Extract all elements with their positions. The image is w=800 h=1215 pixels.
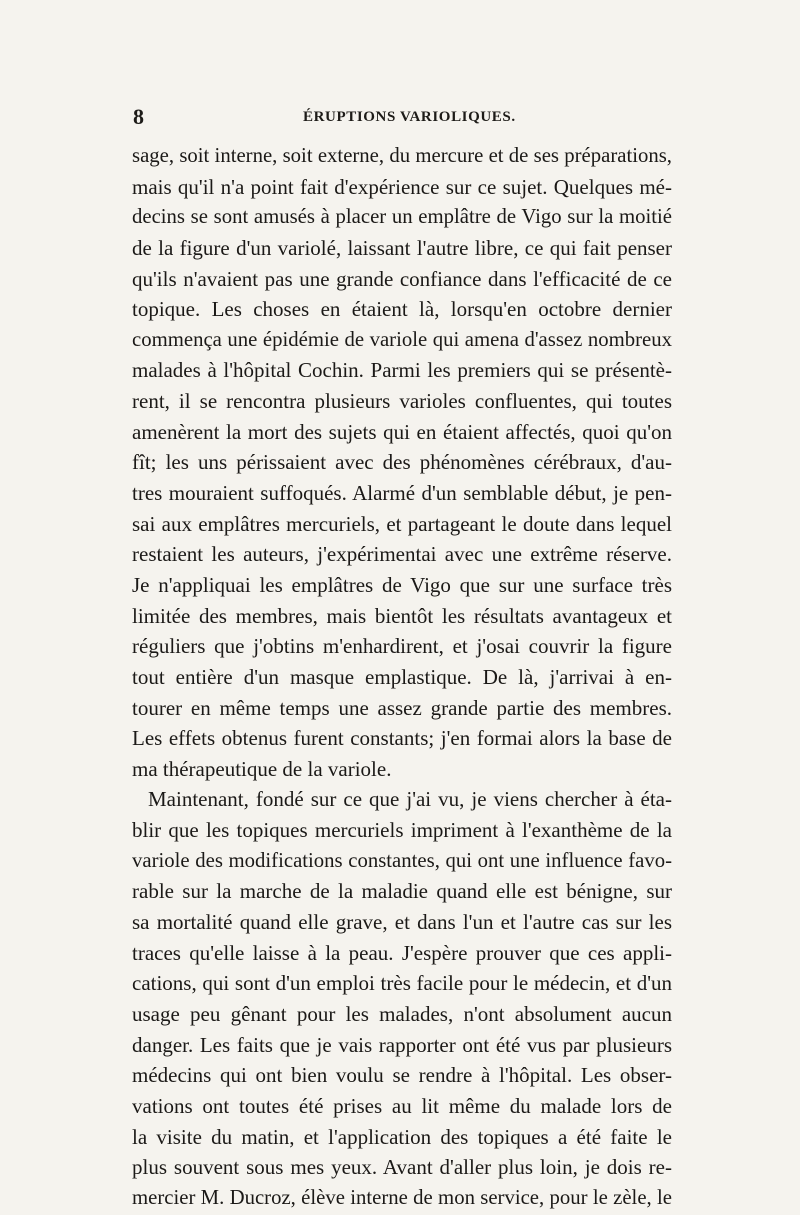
text-line: variole des modifications constantes, qui ont une influence favo-: [132, 849, 672, 872]
page-header: [133, 104, 673, 134]
text-line: vations ont toutes été prises au lit même du malade lors de: [132, 1093, 672, 1118]
text-line: sai aux emplâtres mercuriels, et partageant le doute dans lequel: [132, 511, 672, 536]
text-line: plus souvent sous mes yeux. Avant d'aller plus loin, je dois re-: [132, 1155, 672, 1180]
running-title: ÉRUPTIONS VARIOLIQUES.: [303, 109, 516, 125]
text-line: de la figure d'un variolé, laissant l'autre libre, ce qui fait penser: [132, 235, 672, 260]
text-line: tourer en même temps une assez grande partie des membres.: [132, 695, 672, 720]
text-line: tout entière d'un masque emplastique. De là, j'arrivai à en-: [132, 664, 672, 689]
text-line: sa mortalité quand elle grave, et dans l'un et l'autre cas sur les: [132, 910, 672, 935]
text-line: Je n'appliquai les emplâtres de Vigo que sur une surface très: [132, 572, 672, 597]
text-line: usage peu gênant pour les malades, n'ont absolument aucun: [132, 1001, 672, 1026]
text-line: restaient les auteurs, j'expérimentai avec une extrême réserve.: [132, 542, 672, 567]
text-line: médecins qui ont bien voulu se rendre à l'hôpital. Les obser-: [132, 1063, 672, 1088]
text-line: Maintenant, fondé sur ce que j'ai vu, je viens chercher à éta-: [148, 787, 672, 812]
text-line: mercier M. Ducroz, élève interne de mon service, pour le zèle, le: [132, 1186, 672, 1209]
text-line: la visite du matin, et l'application des topiques a été faite le: [132, 1124, 672, 1149]
paragraph-1: [132, 141, 672, 784]
text-line: Les effets obtenus furent constants; j'en formai alors la base de: [132, 726, 672, 751]
text-line: cations, qui sont d'un emploi très facile pour le médecin, et d'un: [132, 971, 672, 996]
text-line: limitée des membres, mais bientôt les résultats avantageux et: [132, 603, 672, 628]
body-text: [132, 141, 672, 1213]
text-line: malades à l'hôpital Cochin. Parmi les premiers qui se présentè-: [132, 358, 672, 383]
text-line: qu'ils n'avaient pas une grande confiance dans l'efficacité de ce: [132, 266, 672, 291]
text-line: tres mouraient suffoqués. Alarmé d'un semblable début, je pen-: [132, 481, 672, 506]
text-line: sage, soit interne, soit externe, du mercure et de ses préparations,: [132, 145, 672, 167]
text-line: fît; les uns périssaient avec des phénomènes cérébraux, d'au-: [132, 450, 672, 475]
text-line: commença une épidémie de variole qui amena d'assez nombreux: [132, 328, 672, 351]
text-line: blir que les topiques mercuriels impriment à l'exanthème de la: [132, 818, 672, 843]
text-line: réguliers que j'obtins m'enhardirent, et j'osai couvrir la figure: [132, 634, 672, 659]
text-line: traces qu'elle laisse à la peau. J'espère prouver que ces appli-: [132, 940, 672, 965]
text-line: topique. Les choses en étaient là, lorsqu'en octobre dernier: [132, 297, 672, 322]
text-line: danger. Les faits que je vais rapporter ont été vus par plusieurs: [132, 1032, 672, 1057]
text-line: decins se sont amusés à placer un emplâtre de Vigo sur la moitié: [132, 206, 672, 229]
paragraph-2: [132, 784, 672, 1213]
text-line: mais qu'il n'a point fait d'expérience sur ce sujet. Quelques mé-: [132, 174, 672, 199]
text-line: rable sur la marche de la maladie quand elle est bénigne, sur: [132, 879, 672, 904]
text-line: amenèrent la mort des sujets qui en étaient affectés, quoi qu'on: [132, 419, 672, 444]
text-line: rent, il se rencontra plusieurs varioles confluentes, qui toutes: [132, 389, 672, 414]
page-number: 8: [133, 104, 144, 129]
text-line: ma thérapeutique de la variole.: [132, 756, 392, 781]
